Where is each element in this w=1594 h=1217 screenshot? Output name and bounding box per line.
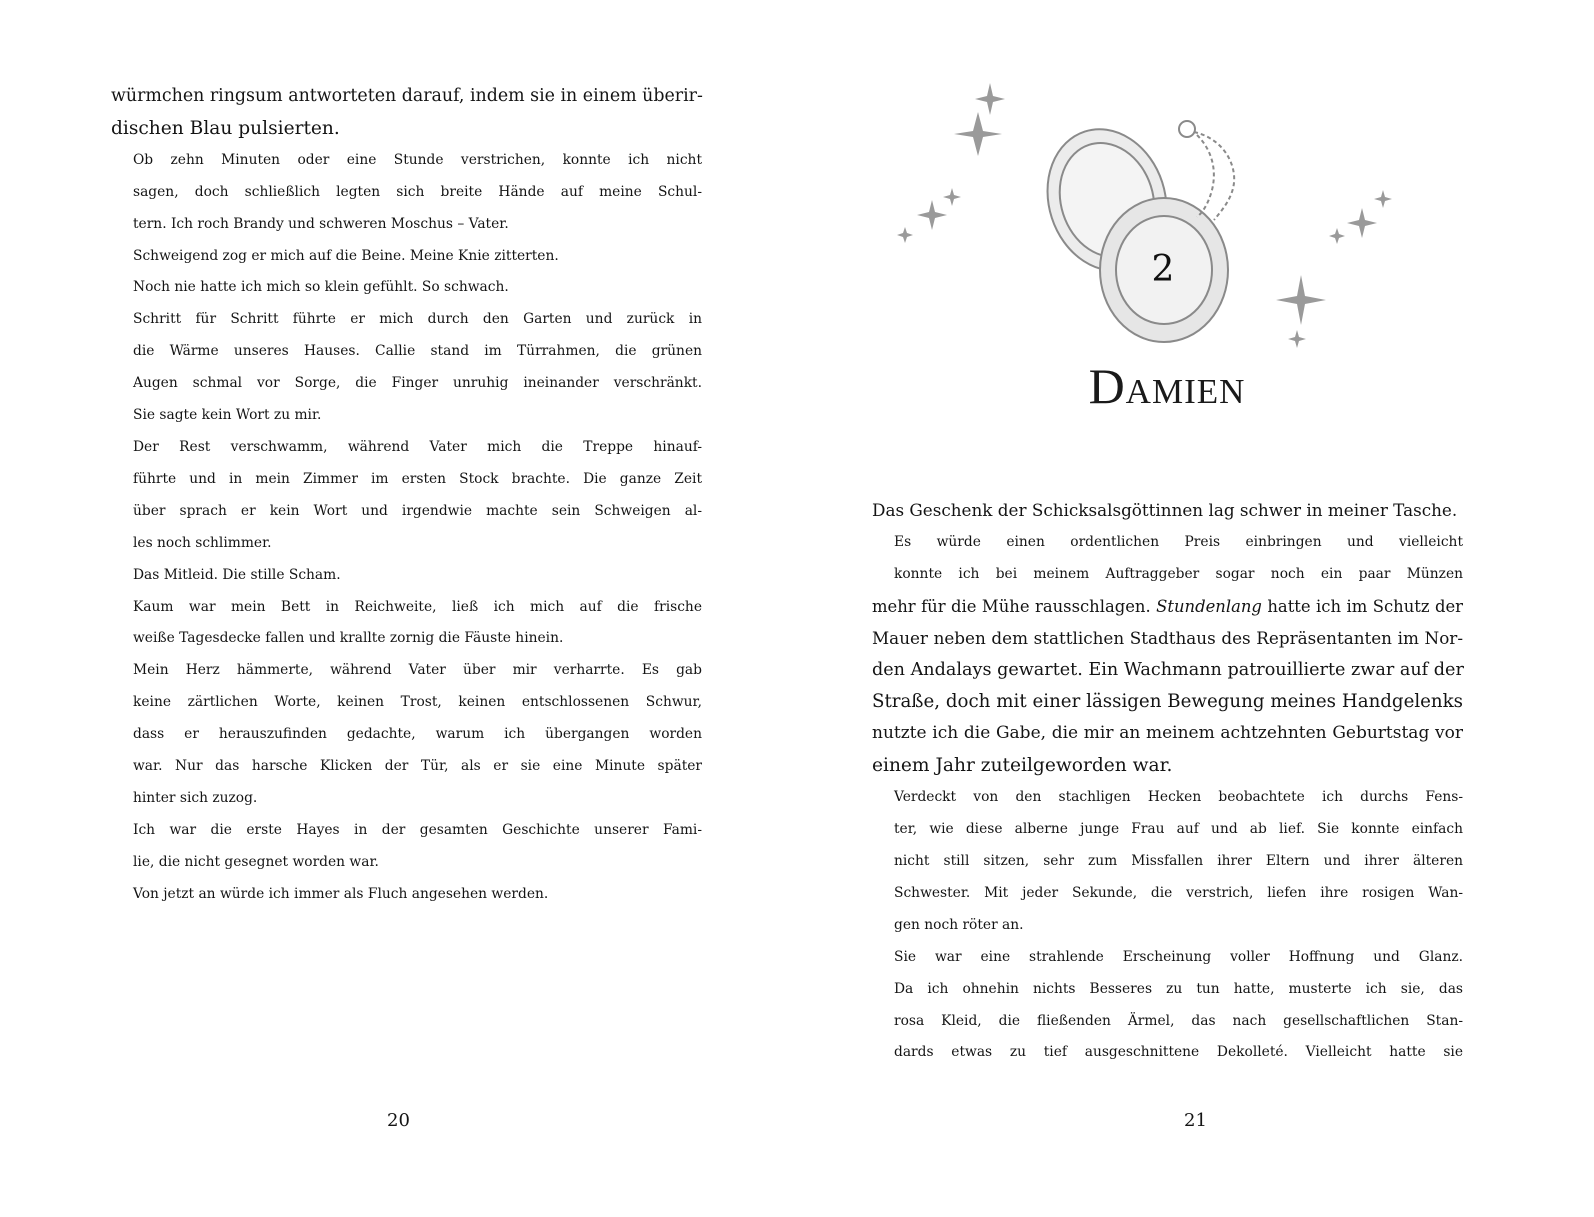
text-line: war. Nur das harsche Klicken der Tür, als er sie eine Minute später [133, 758, 702, 775]
paragraph [872, 942, 1463, 1070]
text-line: den Andalays gewartet. Ein Wachmann patrouillierte zwar auf der [872, 659, 1464, 680]
text-line: rosa Kleid, die fließenden Ärmel, das nach gesellschaftlichen Stan- [894, 1012, 1463, 1029]
text-line: lie, die nicht gesegnet worden war. [133, 853, 379, 870]
text-line-italic-mixed [872, 591, 1463, 623]
text-line: sagen, doch schließlich legten sich breite Hände auf meine Schul- [133, 183, 702, 200]
emphasized-word: Stundenlang [1156, 596, 1262, 616]
text-line: konnte ich bei meinem Auftraggeber sogar noch ein paar Münzen [894, 565, 1463, 582]
paragraph [872, 782, 1463, 942]
paragraph [111, 241, 702, 273]
left-page-text [111, 81, 702, 911]
text-line: Ich war die erste Hayes in der gesamten Geschichte unserer Fami- [133, 821, 702, 838]
text-line: Kaum war mein Bett in Reichweite, ließ ich mich auf die frische [133, 598, 702, 615]
paragraph [111, 272, 702, 304]
locket-icon [1030, 114, 1235, 342]
text-fragment: hatte ich im Schutz der [1261, 596, 1463, 616]
text-line: nutzte ich die Gabe, die mir an meinem achtzehnten Geburtstag vor [872, 723, 1463, 744]
paragraph [111, 560, 702, 592]
text-line: Sie war eine strahlende Erscheinung voller Hoffnung und Glanz. [894, 948, 1463, 965]
paragraph [111, 304, 702, 432]
text-line: Schweigend zog er mich auf die Beine. Meine Knie zitterten. [133, 247, 559, 264]
text-line: weiße Tagesdecke fallen und krallte zornig die Fäuste hinein. [133, 630, 564, 647]
paragraph [111, 879, 702, 911]
chapter-title: Damien [1088, 358, 1246, 414]
text-line: einem Jahr zuteilgeworden war. [872, 755, 1173, 777]
text-line: tern. Ich roch Brandy und schweren Moschus – Vater. [133, 215, 509, 232]
page-number: 20 [387, 1110, 410, 1131]
text-line: gen noch röter an. [894, 916, 1024, 933]
right-page-text [872, 495, 1463, 1069]
text-line: dischen Blau pulsierten. [111, 117, 340, 139]
text-line: Ob zehn Minuten oder eine Stunde verstrichen, konnte ich nicht [133, 151, 702, 168]
text-line: dass er herauszufinden gedachte, warum ich übergangen worden [133, 726, 702, 743]
text-line: Da ich ohnehin nichts Besseres zu tun hatte, musterte ich sie, das [894, 980, 1463, 997]
text-line: Schwester. Mit jeder Sekunde, die verstrich, liefen ihre rosigen Wan- [894, 884, 1463, 901]
text-line: Das Mitleid. Die stille Scham. [133, 566, 341, 583]
text-line: Noch nie hatte ich mich so klein gefühlt. So schwach. [133, 279, 509, 296]
text-line: über sprach er kein Wort und irgendwie machte sein Schweigen al- [133, 502, 702, 519]
text-line: Mein Herz hämmerte, während Vater über mir verharrte. Es gab [133, 662, 702, 679]
text-line: Schritt für Schritt führte er mich durch den Garten und zurück in [133, 311, 702, 328]
page-number: 21 [1184, 1110, 1207, 1131]
text-line: dards etwas zu tief ausgeschnittene Dekolleté. Vielleicht hatte sie [894, 1044, 1463, 1061]
text-line: die Wärme unseres Hauses. Callie stand im Türrahmen, die grünen [133, 343, 702, 360]
text-line: Es würde einen ordentlichen Preis einbringen und vielleicht [894, 533, 1463, 550]
text-line: ter, wie diese alberne junge Frau auf und ab lief. Sie konnte einfach [894, 821, 1463, 838]
chapter-number: 2 [1151, 249, 1175, 290]
text-line: Der Rest verschwamm, während Vater mich die Treppe hinauf- [133, 438, 702, 455]
text-line: würmchen ringsum antworteten darauf, indem sie in einem überir- [111, 86, 703, 106]
text-line: nicht still sitzen, sehr zum Missfallen ihrer Eltern und ihrer älteren [894, 852, 1463, 869]
text-line: Sie sagte kein Wort zu mir. [133, 407, 322, 424]
text-line: Das Geschenk der Schicksalsgöttinnen lag schwer in meiner Tasche. [872, 500, 1458, 520]
paragraph [111, 815, 702, 879]
paragraph [111, 81, 702, 145]
chapter-illustration [872, 75, 1412, 375]
paragraph [872, 623, 1463, 783]
paragraph [111, 592, 702, 656]
text-line: Straße, doch mit einer lässigen Bewegung meines Handgelenks [872, 691, 1463, 713]
paragraph [111, 655, 702, 815]
paragraph [111, 432, 702, 560]
text-line: führte und in mein Zimmer im ersten Stock brachte. Die ganze Zeit [133, 470, 702, 487]
paragraph [872, 527, 1463, 623]
text-line: Von jetzt an würde ich immer als Fluch angesehen werden. [133, 885, 549, 902]
text-line: les noch schlimmer. [133, 534, 272, 551]
text-line: hinter sich zuzog. [133, 789, 258, 806]
text-fragment: mehr für die Mühe rausschlagen. [872, 596, 1157, 616]
text-line: keine zärtlichen Worte, keinen Trost, keinen entschlossenen Schwur, [133, 694, 702, 711]
paragraph [111, 145, 702, 241]
text-line: Mauer neben dem stattlichen Stadthaus des Repräsentanten im Nor- [872, 627, 1463, 648]
right-page [797, 0, 1594, 1217]
text-line: Verdeckt von den stachligen Hecken beobachtete ich durchs Fens- [894, 789, 1463, 806]
paragraph [872, 495, 1463, 527]
text-line: Augen schmal vor Sorge, die Finger unruhig ineinander verschränkt. [133, 375, 702, 392]
